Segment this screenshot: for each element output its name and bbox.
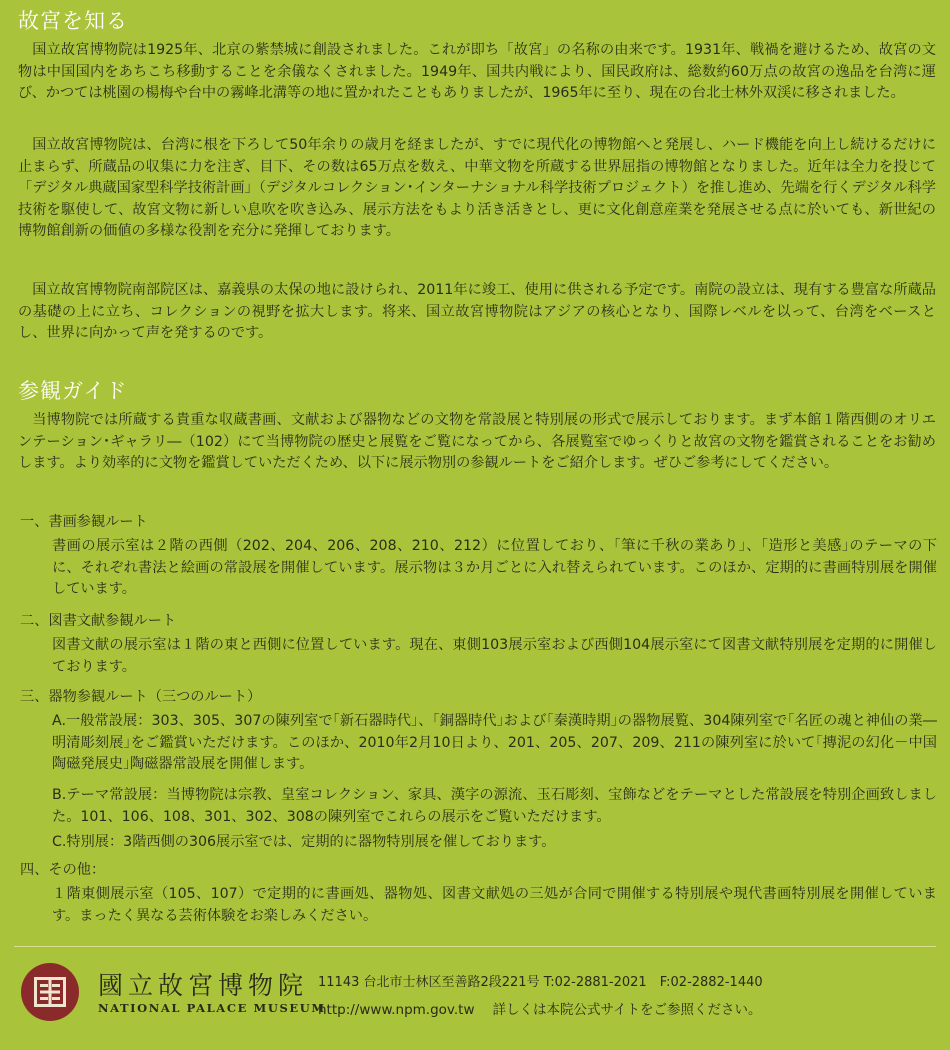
museum-name-english: NATIONAL PALACE MUSEUM [98, 1001, 326, 1015]
website-link[interactable]: http://www.npm.gov.tw [318, 1002, 475, 1018]
footer-divider [14, 946, 936, 947]
museum-address: 11143 台北市士林区至善路2段221号 T:02-2881-2021 F:02-2882-1440 [318, 975, 763, 990]
guide-title: 参観ガイド [18, 379, 128, 403]
about-title: 故宮を知る [18, 9, 128, 33]
route-body-documents: 図書文献の展示室は１階の東と西側に位置しています。現在、東側103展示室および西側104展示室にて図書文献特別展を定期的に開催しております。 [52, 637, 937, 675]
about-paragraph-2: 国立故宮博物院は、台湾に根を下ろして50年余りの歳月を経ましたが、すでに現代化の博物館へと発展し、ハード機能を向上し続けるだけに止まらず、所蔵品の収集に力を注ぎ、目下、その数は65万点を数え、中華文物を所蔵する世界屈指の博物館となりました。近年は全力を投じて「デジタル典蔵国家型科学技術計画」（デジタルコレクション･インターナショナル科学技術プロジェクト）を推し進め、先端を行くデジタル科学技術を駆使して、故宮文物に新しい息吹を吹き込み、展示方法をもより活き活きとし、更に文化創意産業を発展させる点に於いても、新世紀の博物館創新の価値の多様な役割を充分に発揮しております。 [18, 137, 936, 239]
route-body-calligraphy: 書画の展示室は２階の西側（202、204、206、208、210、212）に位置しており、｢筆に千秋の業あり｣、｢造形と美感｣のテーマの下に、それぞれ書法と絵画の常設展を開催しています。展示物は３か月ごとに入れ替えられています。このほか、定期的に書画特別展を開催しています。 [52, 538, 937, 597]
museum-logo-icon [20, 962, 80, 1022]
website-line [318, 998, 762, 1018]
about-paragraph-3: 国立故宮博物院南部院区は、嘉義県の太保の地に設けられ、2011年に竣工、使用に供される予定です。南院の設立は、現有する豊富な所蔵品の基礎の上に立ち、コレクションの視野を拡大します。将来、国立故宮博物院はアジアの核心となり、国際レベルを以って、台湾をベースとし、世界に向かって声を発するのです。 [18, 282, 936, 341]
website-note: 詳しくは本院公式サイトをご参照ください。 [492, 1002, 762, 1018]
route-sub-general: A.一般常設展：303、305、307の陳列室で｢新石器時代｣、｢銅器時代｣および｢秦漢時期｣の器物展覧、304陳列室で｢名匠の魂と神仙の業―明清彫刻展｣をご鑑賞いただけます。このほか、2010年2月10日より、201、205、207、209、211の陳列室に於いて｢摶泥の幻化－中国陶磁発展史｣陶磁器常設展を開催します。 [52, 713, 937, 772]
museum-name-chinese: 國立故宮博物院 [98, 971, 309, 1000]
route-sub-themed: B.テーマ常設展：当博物院は宗教、皇室コレクション、家具、漢字の源流、玉石彫刻、宝飾などをテーマとした常設展を特別企画致しました。101、106、108、301、302、308の陳列室でこれらの展示をご覧いただけます。 [52, 787, 937, 825]
route-sub-special: C.特別展：3階西側の306展示室では、定期的に器物特別展を催しております。 [52, 834, 556, 850]
route-heading-calligraphy: 一、書画参観ルート [20, 514, 148, 530]
route-body-other: １階東側展示室（105、107）で定期的に書画処、器物処、図書文献処の三処が合同で開催する特別展や現代書画特別展を開催しています。まったく異なる芸術体験をお楽しみください。 [52, 886, 937, 924]
about-paragraph-1: 国立故宮博物院は1925年、北京の紫禁城に創設されました。これが即ち「故宮」の名称の由来です。1931年、戦禍を避けるため、故宮の文物は中国国内をあちこち移動することを余儀なくされました。1949年、国共内戦により、国民政府は、総数約60万点の故宮の逸品を台湾に運び、かつては桃園の楊梅や台中の霧峰北溝等の地に置かれたこともありましたが、1965年に至り、現在の台北士林外双渓に移されました。 [18, 42, 936, 101]
route-heading-antiquities: 三、器物参観ルート（三つのルート） [20, 689, 262, 705]
route-heading-documents: 二、図書文献参観ルート [20, 613, 177, 629]
guide-intro: 当博物院では所蔵する貴重な収蔵書画、文献および器物などの文物を常設展と特別展の形式で展示しております。まず本館１階西側のオリエンテーション･ギャラリ―（102）にて当博物院の歴史と展覧をご覧になってから、各展覧室でゆっくりと故宮の文物を鑑賞されることをお勧めします。より効率的に文物を鑑賞していただくため、以下に展示物別の参観ルートをご紹介します。ぜひご参考にしてください。 [18, 412, 936, 471]
route-heading-other: 四、その他： [20, 862, 106, 878]
